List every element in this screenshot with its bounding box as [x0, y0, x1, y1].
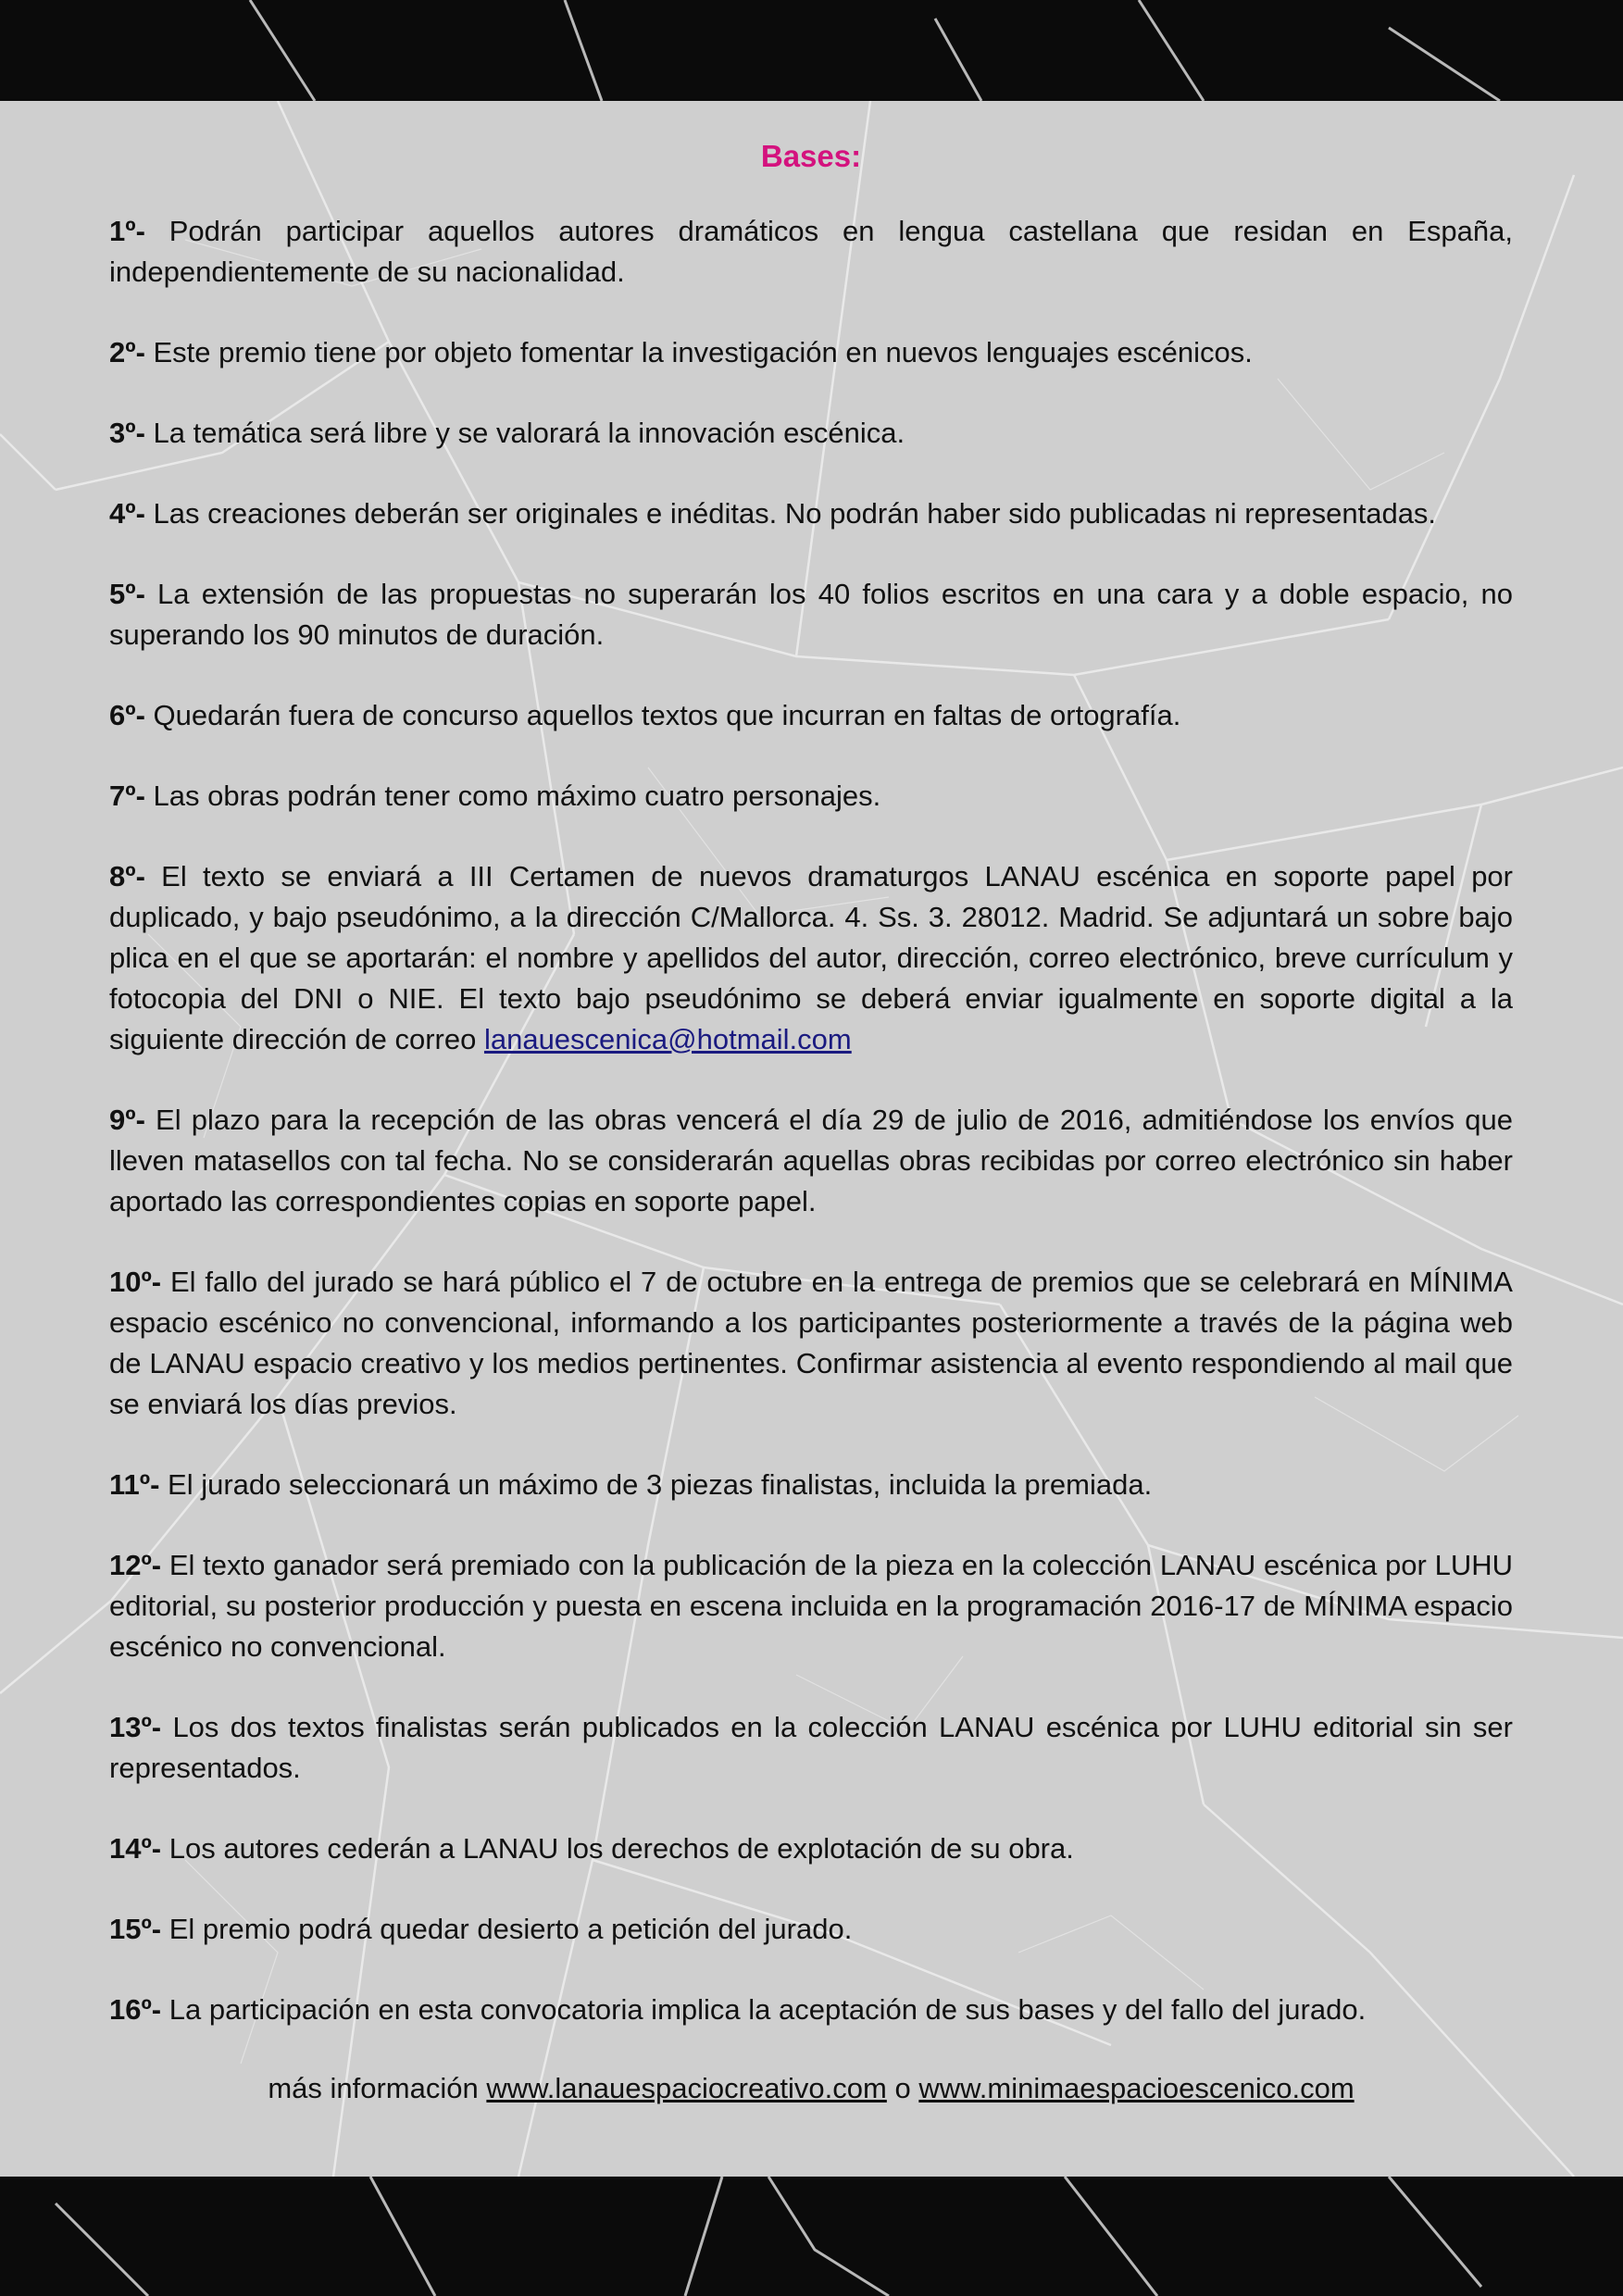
email-link[interactable]: lanauescenica@hotmail.com: [483, 1023, 852, 1055]
clause-number: 2º-: [109, 336, 145, 368]
clause-number: 1º-: [109, 215, 145, 247]
clause-text: La participación en esta convocatoria implica la aceptación de sus bases y del fallo del jurado.: [161, 1993, 1367, 2026]
clause-number: 10º-: [109, 1266, 162, 1298]
clause-16: [109, 1990, 1513, 2030]
clause-number: 8º-: [109, 860, 145, 892]
clause-8: [109, 856, 1513, 1060]
clause-number: 4º-: [109, 497, 145, 530]
clause-number: 12º-: [109, 1549, 162, 1581]
clause-10: [109, 1262, 1513, 1425]
clause-text: La temática será libre y se valorará la innovación escénica.: [144, 417, 905, 449]
clause-number: 3º-: [109, 417, 145, 449]
clause-9: [109, 1100, 1513, 1222]
clause-text: Los autores cederán a LANAU los derechos de explotación de su obra.: [161, 1832, 1074, 1865]
clause-1: [109, 211, 1513, 293]
clause-text: Las obras podrán tener como máximo cuatro personajes.: [144, 780, 881, 812]
document-panel: [0, 101, 1623, 2177]
clause-14: [109, 1828, 1513, 1869]
link-minima[interactable]: www.minimaespacioescenico.com: [918, 2072, 1355, 2104]
footer-connector: o: [886, 2072, 919, 2104]
clause-text: El premio podrá quedar desierto a petición del jurado.: [161, 1913, 853, 1945]
clause-5: [109, 574, 1513, 655]
clause-number: 5º-: [109, 578, 145, 610]
page-title: Bases:: [760, 139, 862, 173]
clause-text: El texto se enviará a III Certamen de nuevos dramaturgos LANAU escénica en soporte papel por duplicado, y bajo pseudónimo, a la dirección C/Mallorca. 4. Ss. 3. 28012. Madrid. Se adjuntará un sobre bajo plica en el que se aportarán: el nombre y apellidos del autor, dirección, correo electrónico, breve currículum y fotocopia del DNI o NIE. El texto bajo pseudónimo se deberá enviar igualmente en soporte digital a la siguiente dirección de correo: [109, 860, 1513, 1055]
clause-12: [109, 1545, 1513, 1667]
clause-3: [109, 413, 1513, 454]
clause-number: 9º-: [109, 1104, 145, 1136]
link-lanau[interactable]: www.lanauespaciocreativo.com: [486, 2072, 887, 2104]
clause-6: [109, 695, 1513, 736]
clause-text: La extensión de las propuestas no superarán los 40 folios escritos en una cara y a doble espacio, no superando los 90 minutos de duración.: [109, 578, 1513, 651]
clause-number: 6º-: [109, 699, 145, 731]
clauses-list: [109, 211, 1513, 2030]
clause-text: Los dos textos finalistas serán publicados en la colección LANAU escénica por LUHU editorial sin ser representados.: [109, 1711, 1513, 1784]
clause-number: 11º-: [109, 1468, 160, 1501]
clause-text: Este premio tiene por objeto fomentar la investigación en nuevos lenguajes escénicos.: [144, 336, 1253, 368]
more-info-footer: [109, 2068, 1513, 2109]
clause-number: 14º-: [109, 1832, 162, 1865]
clause-text: El jurado seleccionará un máximo de 3 piezas finalistas, incluida la premiada.: [159, 1468, 1153, 1501]
clause-text: Podrán participar aquellos autores dramáticos en lengua castellana que residan en España, independientemente de su nacionalidad.: [109, 215, 1513, 288]
clause-4: [109, 493, 1513, 534]
clause-11: [109, 1465, 1513, 1505]
clause-number: 7º-: [109, 780, 145, 812]
clause-text: El texto ganador será premiado con la publicación de la pieza en la colección LANAU escénica por LUHU editorial, su posterior producción y puesta en escena incluida en la programación 2016-17 de MÍNIMA espacio escénico no convencional.: [109, 1549, 1513, 1663]
clause-number: 13º-: [109, 1711, 162, 1743]
clause-text: Quedarán fuera de concurso aquellos textos que incurran en faltas de ortografía.: [144, 699, 1181, 731]
bases-content: [109, 138, 1513, 2109]
clause-number: 16º-: [109, 1993, 162, 2026]
footer-prefix: más información: [268, 2072, 487, 2104]
clause-number: 15º-: [109, 1913, 162, 1945]
clause-text: El plazo para la recepción de las obras vencerá el día 29 de julio de 2016, admitiéndose los envíos que lleven matasellos con tal fecha. No se considerarán aquellas obras recibidas por correo electrónico sin haber aportado las correspondientes copias en soporte papel.: [109, 1104, 1513, 1217]
clause-13: [109, 1707, 1513, 1789]
clause-7: [109, 776, 1513, 817]
clause-text: El fallo del jurado se hará público el 7 de octubre en la entrega de premios que se celebrará en MÍNIMA espacio escénico no convencional, informando a los participantes posteriormente a través de la página web de LANAU espacio creativo y los medios pertinentes. Confirmar asistencia al evento respondiendo al mail que se enviará los días previos.: [109, 1266, 1513, 1420]
clause-15: [109, 1909, 1513, 1950]
clause-2: [109, 332, 1513, 373]
clause-text: Las creaciones deberán ser originales e inéditas. No podrán haber sido publicadas ni representadas.: [144, 497, 1437, 530]
